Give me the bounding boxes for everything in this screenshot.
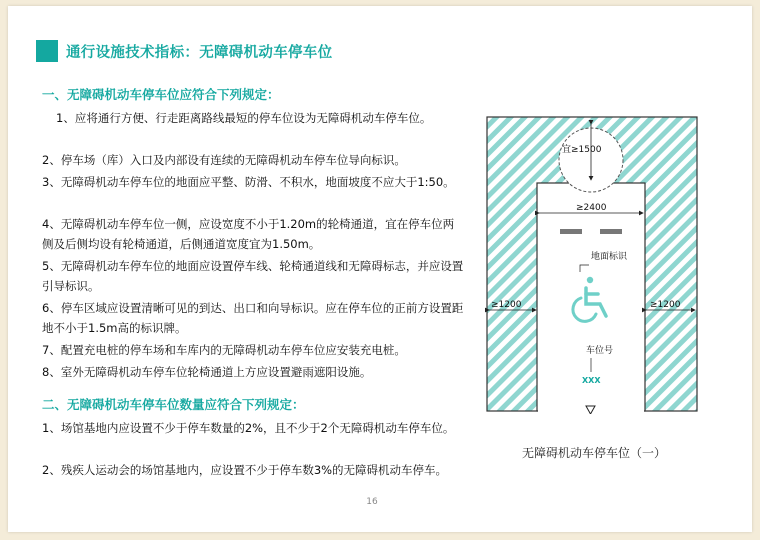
- label-ground-sign: 地面标识: [591, 252, 628, 262]
- section-1-title: 一、无障碍机动车停车位应符合下列规定：: [42, 87, 280, 102]
- section-1-item: 7、配置充电桩的停车场和车库内的无障碍机动车停车位应安装充电桩。: [42, 343, 406, 357]
- section-1-item: 4、无障碍机动车停车位一侧，应设宽度不小于1.20m的轮椅通道，宜在停车位两侧及后侧均设有轮椅通道，后侧通道宽度宜为1.50m。: [42, 217, 455, 251]
- diagram-caption: 无障碍机动车停车位（一）: [521, 446, 666, 460]
- ground-marking-dash: [600, 229, 622, 234]
- page-number: 16: [366, 497, 378, 507]
- section-2-item: 1、场馆基地内应设置不少于停车数量的2%，且不少于2个无障碍机动车停车位。: [42, 421, 455, 435]
- section-2-title: 二、无障碍机动车停车位数量应符合下列规定：: [42, 397, 305, 412]
- section-1-item: 8、室外无障碍机动车停车位轮椅通道上方应设置避雨遮阳设施。: [42, 365, 372, 379]
- section-1-item: 6、停车区域应设置清晰可见的到达、出口和向导标识。应在停车位的正前方设置距地不小于1.5m高的标识牌。: [42, 301, 464, 335]
- title-square-icon: [36, 40, 58, 62]
- label-left-aisle: ≥1200: [491, 300, 522, 310]
- label-space-width: ≥2400: [576, 203, 607, 213]
- section-1-item: 1、应将通行方便、行走距离路线最短的停车位设为无障碍机动车停车位。: [56, 111, 432, 125]
- section-1-item: 3、无障碍机动车停车位的地面应平整、防滑、不积水，地面坡度不应大于1:50。: [42, 175, 455, 189]
- section-1-item: 2、停车场（库）入口及内部设有连续的无障碍机动车停车位导向标识。: [42, 153, 406, 167]
- space-number-xxx: XXX: [582, 376, 601, 385]
- section-1-item: 5、无障碍机动车停车位的地面应设置停车线、轮椅通道线和无障碍标志，并应设置引导标识。: [42, 259, 464, 293]
- label-rear-clearance: 宜≥1500: [562, 145, 602, 155]
- label-space-number: 车位号: [586, 346, 614, 356]
- section-2-item: 2、残疾人运动会的场馆基地内，应设置不少于停车数3%的无障碍机动车停车。: [42, 463, 448, 477]
- parking-space-diagram: [482, 114, 702, 414]
- label-right-aisle: ≥1200: [650, 300, 681, 310]
- page-title: 通行设施技术指标：无障碍机动车停车位: [66, 44, 333, 61]
- title-bar: [36, 40, 332, 62]
- ground-marking-dash: [560, 229, 582, 234]
